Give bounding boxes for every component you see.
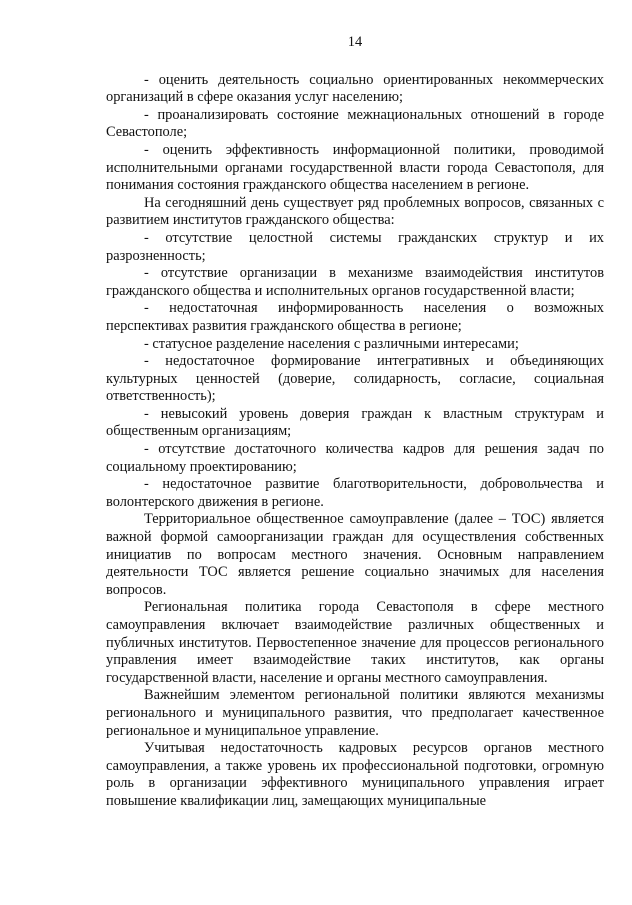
paragraph: - проанализировать состояние межнациональных отношений в городе Севастополе; <box>106 106 604 141</box>
paragraph: - отсутствие достаточного количества кадров для решения задач по социальному проектированию; <box>106 441 604 475</box>
paragraph: - отсутствие целостной системы гражданских структур и их разрозненность; <box>106 229 604 264</box>
paragraph: - недостаточное формирование интегративных и объединяющих культурных ценностей (доверие, солидарность, согласие, социальная ответственность); <box>106 353 604 405</box>
document-body <box>106 72 604 811</box>
paragraph: На сегодняшний день существует ряд проблемных вопросов, связанных с развитием институтов гражданского общества: <box>106 194 604 229</box>
paragraph: Важнейшим элементом региональной политики являются механизмы регионального и муниципального развития, что предполагает качественное региональное и муниципальное управление. <box>106 687 604 739</box>
paragraph: - отсутствие организации в механизме взаимодействия институтов гражданского общества и исполнительных органов государственной власти; <box>106 265 604 299</box>
paragraph: - оценить эффективность информационной политики, проводимой исполнительными органами государственной власти города Севастополя, для понимания состояния гражданского общества населением в регионе. <box>106 141 604 194</box>
paragraph: - оценить деятельность социально ориентированных некоммерческих организаций в сфере оказания услуг населению; <box>106 71 604 106</box>
paragraph: - недостаточная информированность населения о возможных перспективах развития гражданского общества в регионе; <box>106 300 604 334</box>
page-number: 14 <box>347 34 363 50</box>
paragraph: - статусное разделение населения с различными интересами; <box>144 335 519 352</box>
paragraph: Учитывая недостаточность кадровых ресурсов органов местного самоуправления, а также уровень их профессиональной подготовки, огромную роль в организации эффективного муниципального управления играет повышение квалификации лиц, замещающих муниципальные <box>106 740 604 809</box>
paragraph: - невысокий уровень доверия граждан к властным структурам и общественным организациям; <box>106 405 604 440</box>
paragraph: - недостаточное развитие благотворительности, добровольчества и волонтерского движения в регионе. <box>106 476 604 510</box>
paragraph: Территориальное общественное самоуправление (далее – ТОС) является важной формой самоорганизации граждан для осуществления собственных инициатив по вопросам местного значения. Основным направлением деятельности ТОС является решение социально значимых для населения вопросов. <box>106 511 604 598</box>
paragraph: Региональная политика города Севастополя в сфере местного самоуправления включает взаимодействие различных общественных и публичных институтов. Первостепенное значение для процессов регионального управления имеет взаимодействие таких институтов, как органы государственной власти, население и органы местного самоуправления. <box>106 599 604 686</box>
